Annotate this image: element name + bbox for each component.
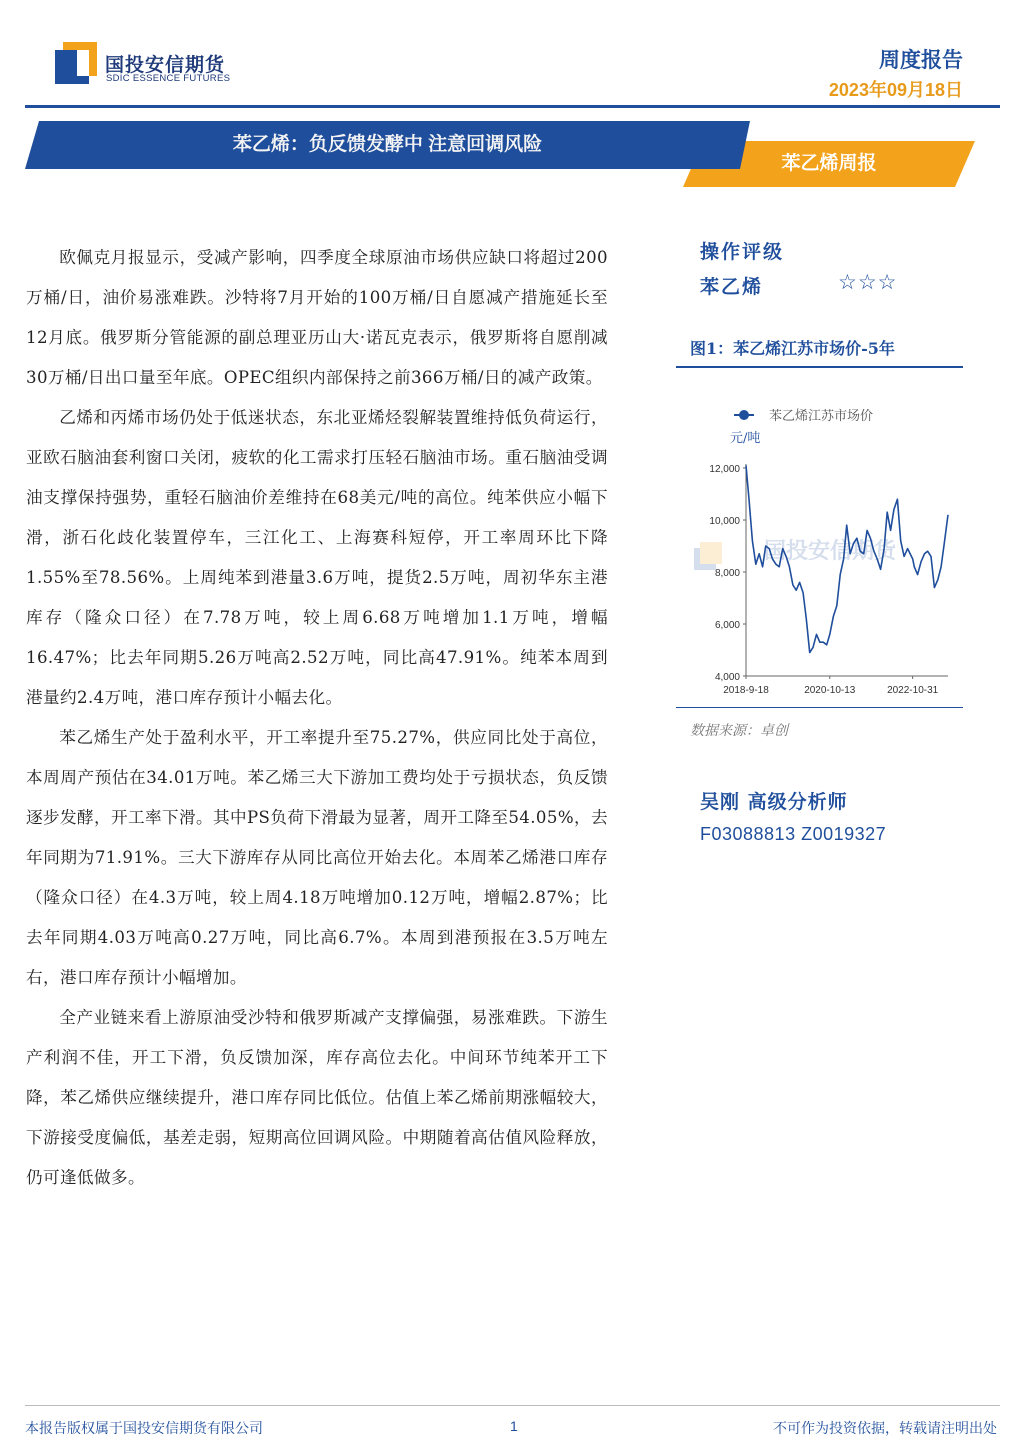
legend-label: 苯乙烯江苏市场价: [769, 409, 874, 424]
y-tick-label: 6,000: [714, 620, 740, 631]
legend-marker: [739, 410, 749, 420]
logo-text-en: SDIC ESSENCE FUTURES: [106, 73, 231, 84]
chart-legend: [734, 408, 873, 424]
logo-text-cn: 国投安信期货: [105, 55, 226, 76]
report-type: 周度报告: [879, 49, 963, 72]
y-tick-label: 8,000: [714, 568, 740, 579]
y-tick-label: 4,000: [714, 672, 740, 683]
footer-copyright: 本报告版权属于国投安信期货有限公司: [25, 1420, 263, 1436]
rating-title: 操作评级: [700, 241, 785, 263]
page-number: 1: [510, 1418, 518, 1434]
y-tick-label: 12,000: [709, 464, 740, 475]
x-tick-label: 2018-9-18: [723, 685, 769, 696]
data-source: 数据来源：卓创: [690, 723, 788, 739]
report-date: 2023年09月18日: [828, 80, 963, 100]
rating-stars-icon: ☆☆☆: [838, 270, 898, 294]
footer-divider: [25, 1405, 1000, 1406]
figure-top-divider: [676, 366, 963, 368]
body-paragraph: 全产业链来看上游原油受沙特和俄罗斯减产支撑偏强，易涨难跌。下游生产利润不佳，开工下滑，负反馈加深，库存高位去化。中间环节纯苯开工下降，苯乙烯供应继续提升，港口库存同比低位。估值上苯乙烯前期涨幅较大，下游接受度偏低，基差走弱，短期高位回调风险。中期随着高估值风险释放，仍可逢低做多。: [26, 1008, 608, 1187]
price-line-chart: [676, 370, 963, 706]
x-tick-label: 2022-10-31: [887, 685, 939, 696]
banner-tag: 苯乙烯周报: [781, 153, 877, 174]
company-logo: [55, 42, 97, 84]
y-tick-label: 10,000: [709, 516, 740, 527]
rating-product: 苯乙烯: [700, 276, 764, 298]
header-divider: [25, 105, 1000, 108]
banner-title: 苯乙烯：负反馈发酵中 注意回调风险: [232, 134, 543, 155]
watermark: [694, 538, 898, 570]
chart-axes: [746, 464, 948, 676]
y-tick-labels: [709, 464, 746, 683]
body-paragraph: 乙烯和丙烯市场仍处于低迷状态，东北亚烯烃裂解装置维持低负荷运行，亚欧石脑油套利窗口关闭，疲软的化工需求打压轻石脑油市场。重石脑油受调油支撑保持强势，重轻石脑油价差维持在68美元/吨的高位。纯苯供应小幅下滑，浙石化歧化装置停车，三江化工、上海赛科短停，开工率周环比下降1.55%至78.56%。上周纯苯到港量3.6万吨，提货2.5万吨，周初华东主港库存（隆众口径）在7.78万吨，较上周6.68万吨增加1.1万吨，增幅16.47%；比去年同期5.26万吨高2.52万吨，同比高47.91%。纯苯本周到港量约2.4万吨，港口库存预计小幅去化。: [26, 408, 608, 707]
y-axis-label: 元/吨: [730, 431, 761, 446]
analyst-license: F03088813 Z0019327: [700, 824, 887, 844]
body-paragraph: 苯乙烯生产处于盈利水平，开工率提升至75.27%，供应同比处于高位，本周周产预估在34.01万吨。苯乙烯三大下游加工费均处于亏损状态，负反馈逐步发酵，开工率下滑。其中PS负荷下滑最为显著，周开工降至54.05%，去年同期为71.91%。三大下游库存从同比高位开始去化。本周苯乙烯港口库存（隆众口径）在4.3万吨，较上周4.18万吨增加0.12万吨，增幅2.87%；比去年同期4.03万吨高0.27万吨，同比高6.7%。本周到港预报在3.5万吨左右，港口库存预计小幅增加。: [26, 728, 608, 987]
figure-title: 图1：苯乙烯江苏市场价-5年: [690, 339, 895, 358]
analyst-name: 吴刚 高级分析师: [700, 791, 848, 813]
watermark-text: 国投安信期货: [764, 538, 897, 563]
figure-bottom-divider: [676, 707, 963, 708]
footer-disclaimer: 不可作为投资依据，转载请注明出处: [773, 1420, 997, 1436]
report-body: [26, 238, 608, 1198]
x-tick-label: 2020-10-13: [804, 685, 856, 696]
body-paragraph: 欧佩克月报显示，受减产影响，四季度全球原油市场供应缺口将超过200万桶/日，油价易涨难跌。沙特将7月开始的100万桶/日自愿减产措施延长至12月底。俄罗斯分管能源的副总理亚历山大·诺瓦克表示，俄罗斯将自愿削减30万桶/日出口量至年底。OPEC组织内部保持之前366万桶/日的减产政策。: [26, 248, 608, 387]
x-tick-labels: [723, 676, 938, 696]
